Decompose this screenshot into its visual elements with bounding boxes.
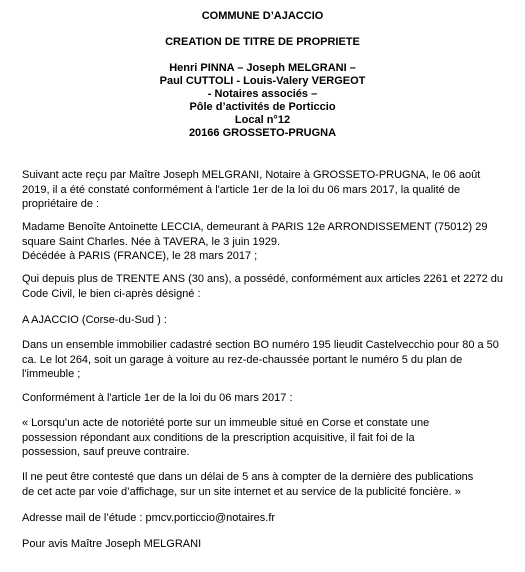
- text-line: ca. Le lot 264, soit un garage à voiture au rez-de-chaussée portant le numéro 5 du plan de: [22, 353, 463, 366]
- text-line: Suivant acte reçu par Maître Joseph MELGRANI, Notaire à GROSSETO-PRUGNA, le 06 août: [22, 169, 481, 181]
- commune-heading: COMMUNE D’AJACCIO: [201, 10, 324, 22]
- text-line: Dans un ensemble immobilier cadastré section BO numéro 195 lieudit Castelvecchio pour 80 a 50: [22, 339, 499, 351]
- office-city: 20166 GROSSETO-PRUGNA: [188, 127, 337, 139]
- text-line: Il ne peut être contesté que dans un délai de 5 ans à compter de la dernière des publications: [22, 471, 474, 483]
- text-line: possession répondant aux conditions de la prescription acquisitive, il fait foi de la: [22, 431, 415, 444]
- text-line: Qui depuis plus de TRENTE ANS (30 ans), a possédé, conformément aux articles 2261 et 2272 du: [22, 273, 504, 285]
- paragraph-quote-2: [22, 470, 508, 499]
- office-name: Pôle d’activités de Porticcio: [189, 101, 336, 113]
- paragraph-quote-1: [22, 416, 508, 460]
- text-line: propriétaire de :: [22, 198, 100, 210]
- text-line: square Saint Charles. Née à TAVERA, le 3 juin 1929.: [22, 235, 281, 248]
- text-line: l'immeuble ;: [22, 368, 81, 380]
- office-local: Local n°12: [234, 114, 291, 126]
- text-line: Adresse mail de l’étude : pmcv.porticcio@notaires.fr: [22, 512, 276, 524]
- text-line: « Lorsqu’un acte de notoriété porte sur un immeuble situé en Corse et constate une: [22, 417, 430, 429]
- text-line: Conformément à l'article 1er de la loi du 06 mars 2017 :: [22, 392, 293, 404]
- paragraph-possession: [22, 272, 508, 301]
- paragraph-property: [22, 338, 508, 382]
- paragraph-location: [22, 313, 508, 328]
- notice-title: CREATION DE TITRE DE PROPRIETE: [165, 36, 360, 48]
- text-line: A AJACCIO (Corse-du-Sud ) :: [22, 314, 167, 326]
- paragraph-law: [22, 391, 508, 406]
- notaries-line-3: - Notaires associés –: [207, 88, 318, 100]
- text-line: de cet acte par voie d’affichage, sur un site internet et au service de la publicité foncière. »: [22, 485, 461, 498]
- text-line: possession, sauf preuve contraire.: [22, 446, 190, 458]
- notaries-line-2: Paul CUTTOLI - Louis-Valery VERGEOT: [159, 75, 366, 87]
- paragraph-signature: [22, 537, 508, 552]
- notaries-line-1: Henri PINNA – Joseph MELGRANI –: [169, 62, 356, 74]
- text-line: 2019, il a été constaté conformément à l'article 1er de la loi du 06 mars 2017, la qualité de: [22, 183, 461, 196]
- text-line: Code Civil, le bien ci-après désigné :: [22, 287, 201, 300]
- text-line: Pour avis Maître Joseph MELGRANI: [22, 538, 202, 550]
- text-line: Madame Benoîte Antoinette LECCIA, demeurant à PARIS 12e ARRONDISSEMENT (75012) 29: [22, 221, 488, 233]
- text-line: Décédée à PARIS (FRANCE), le 28 mars 2017 ;: [22, 250, 258, 262]
- paragraph-email: [22, 511, 508, 526]
- paragraph-deed: [22, 168, 508, 212]
- paragraph-owner: [22, 220, 508, 264]
